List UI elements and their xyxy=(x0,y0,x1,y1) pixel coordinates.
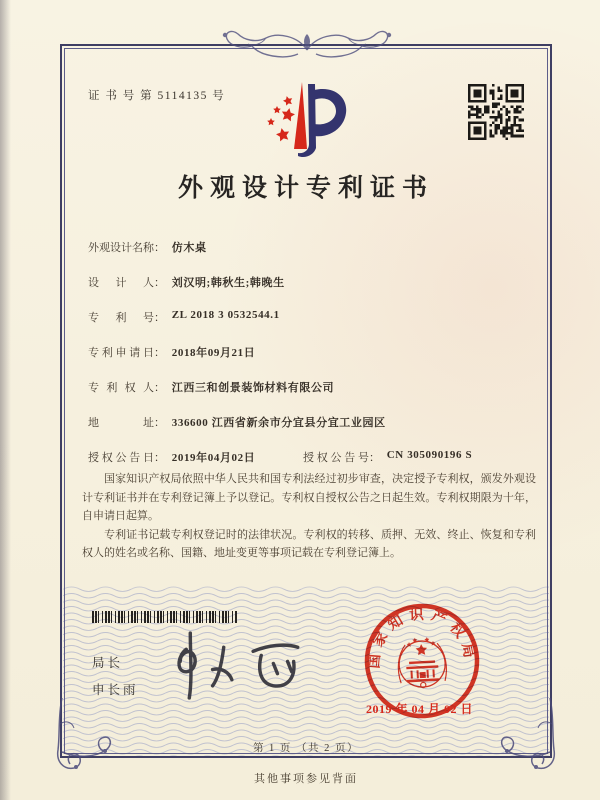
field-value: 2019年04月02日 xyxy=(171,452,256,464)
seal-date: 2019 年 04 月 02 日 xyxy=(366,702,474,716)
field-value: 仿木桌 xyxy=(171,242,207,254)
svg-text:国家知识产权局 xyxy=(361,602,479,670)
signature-script xyxy=(168,620,320,708)
field-value: 2018年09月21日 xyxy=(171,347,256,359)
grant-number-group xyxy=(303,449,472,465)
field-colon: ： xyxy=(154,312,165,324)
field-value: 336600 江西省新余市分宜县分宜工业园区 xyxy=(171,417,386,429)
field-value: ZL 2018 3 0532544.1 xyxy=(171,309,280,321)
field-row-patent-number xyxy=(88,309,528,322)
field-label: 外观设计名称 xyxy=(88,242,154,254)
field-row-grant xyxy=(88,449,528,462)
back-note: 其他事项参见背面 xyxy=(254,773,358,785)
field-row-filing-date xyxy=(88,344,528,357)
director-name: 申长雨 xyxy=(92,683,139,697)
certificate-number: 证 书 号 第 5114135 号 xyxy=(88,90,226,102)
paragraph: 专利证书记载专利权登记时的法律状况。专利权的转移、质押、无效、终止、恢复和专利权人的姓名或名称、国籍、地址变更等事项记载在专利登记簿上。 xyxy=(82,528,536,559)
qr-code xyxy=(468,84,524,140)
cnipa-logo xyxy=(252,64,352,164)
field-colon: ： xyxy=(154,417,165,429)
field-label: 专利权人 xyxy=(88,382,154,394)
seal-text: 国家知识产权局 xyxy=(366,606,479,670)
paragraph: 国家知识产权局依照中华人民共和国专利法经过初步审查，决定授予专利权，颁发外观设计专利证书并在专利登记簿上予以登记。专利权自授权公告之日起生效。专利权期限为十年，自申请日起算。 xyxy=(82,473,536,522)
field-value: 江西三和创景装饰材料有限公司 xyxy=(171,382,335,394)
field-label: 专利申请日 xyxy=(88,347,154,359)
field-row-address xyxy=(88,414,528,427)
top-flourish-ornament xyxy=(212,24,402,68)
certificate-title: 外观设计专利证书 xyxy=(177,175,434,202)
scan-edge-shadow xyxy=(0,0,11,800)
director-title: 局长 xyxy=(92,656,124,670)
bottom-right-ornament xyxy=(492,694,564,776)
fields-block xyxy=(88,239,528,484)
field-label: 授权公告号 xyxy=(303,452,369,464)
field-colon: ： xyxy=(154,242,165,254)
field-row-design-name xyxy=(88,239,528,252)
field-colon: ： xyxy=(154,347,165,359)
field-row-designers xyxy=(88,274,528,287)
field-colon: ： xyxy=(154,382,165,394)
field-colon: ： xyxy=(369,452,380,464)
page-number: 第 1 页 （共 2 页） xyxy=(252,743,360,754)
field-colon: ： xyxy=(154,452,165,464)
field-colon: ： xyxy=(154,277,165,289)
field-value: 刘汉明;韩秋生;韩晚生 xyxy=(171,277,285,289)
field-label: 设计人 xyxy=(88,277,154,289)
director-block xyxy=(92,653,139,707)
field-label: 授权公告日 xyxy=(88,452,154,464)
field-label: 地址 xyxy=(88,417,154,429)
field-label: 专利号 xyxy=(88,312,154,324)
field-value: CN 305090196 S xyxy=(386,449,473,461)
body-text xyxy=(82,470,536,563)
field-row-patentee xyxy=(88,379,528,392)
